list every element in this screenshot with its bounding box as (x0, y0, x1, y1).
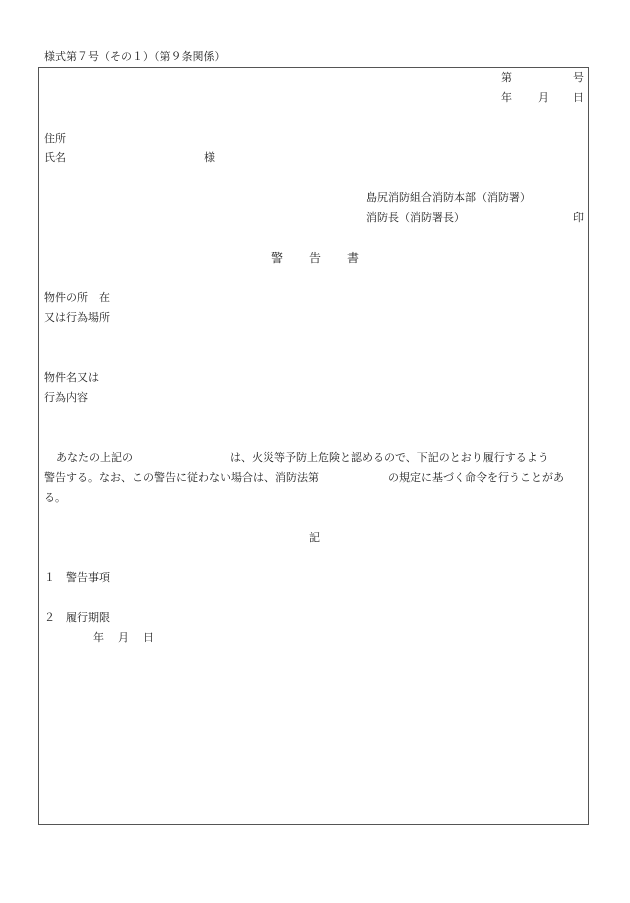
property-name-label-line2: 行為内容 (44, 391, 88, 404)
document-title-char-3: 書 (347, 251, 360, 265)
body-line1-part1: あなたの上記の (56, 451, 133, 464)
body-line3: る。 (44, 491, 66, 504)
date-day: 日 (573, 91, 584, 104)
number-suffix: 号 (573, 71, 584, 84)
address-label: 住所 (44, 132, 66, 145)
honorific: 様 (204, 151, 215, 164)
date-year: 年 (501, 91, 512, 104)
deadline-year: 年 (93, 631, 104, 644)
notes-heading: 記 (309, 531, 320, 544)
document-title-char-2: 告 (309, 251, 322, 265)
form-frame (38, 67, 589, 825)
property-name-label-line1: 物件名又は (44, 371, 99, 384)
number-prefix: 第 (501, 71, 512, 84)
date-month: 月 (538, 91, 549, 104)
body-line2-part2: の規定に基づく命令を行うことがあ (388, 471, 564, 484)
document-title-char-1: 警 (271, 251, 284, 265)
body-line2-part1: 警告する。なお、この警告に従わない場合は、消防法第 (44, 471, 319, 484)
property-location-label-line1: 物件の所 在 (44, 291, 110, 304)
form-label: 様式第７号（その１）（第９条関係） (44, 50, 226, 63)
seal-mark: 印 (573, 211, 584, 224)
deadline-month: 月 (118, 631, 129, 644)
issuer-title: 消防長（消防署長） (366, 211, 465, 224)
name-label: 氏名 (44, 151, 66, 164)
property-location-label-line2: 又は行為場所 (44, 311, 110, 324)
body-line1-part2: は、火災等予防上危険と認めるので、下記のとおり履行するよう (230, 451, 549, 464)
issuer-organization: 島尻消防組合消防本部（消防署） (366, 191, 531, 204)
item-warning-matters: １ 警告事項 (44, 571, 110, 584)
deadline-day: 日 (143, 631, 154, 644)
item-deadline: ２ 履行期限 (44, 611, 110, 624)
